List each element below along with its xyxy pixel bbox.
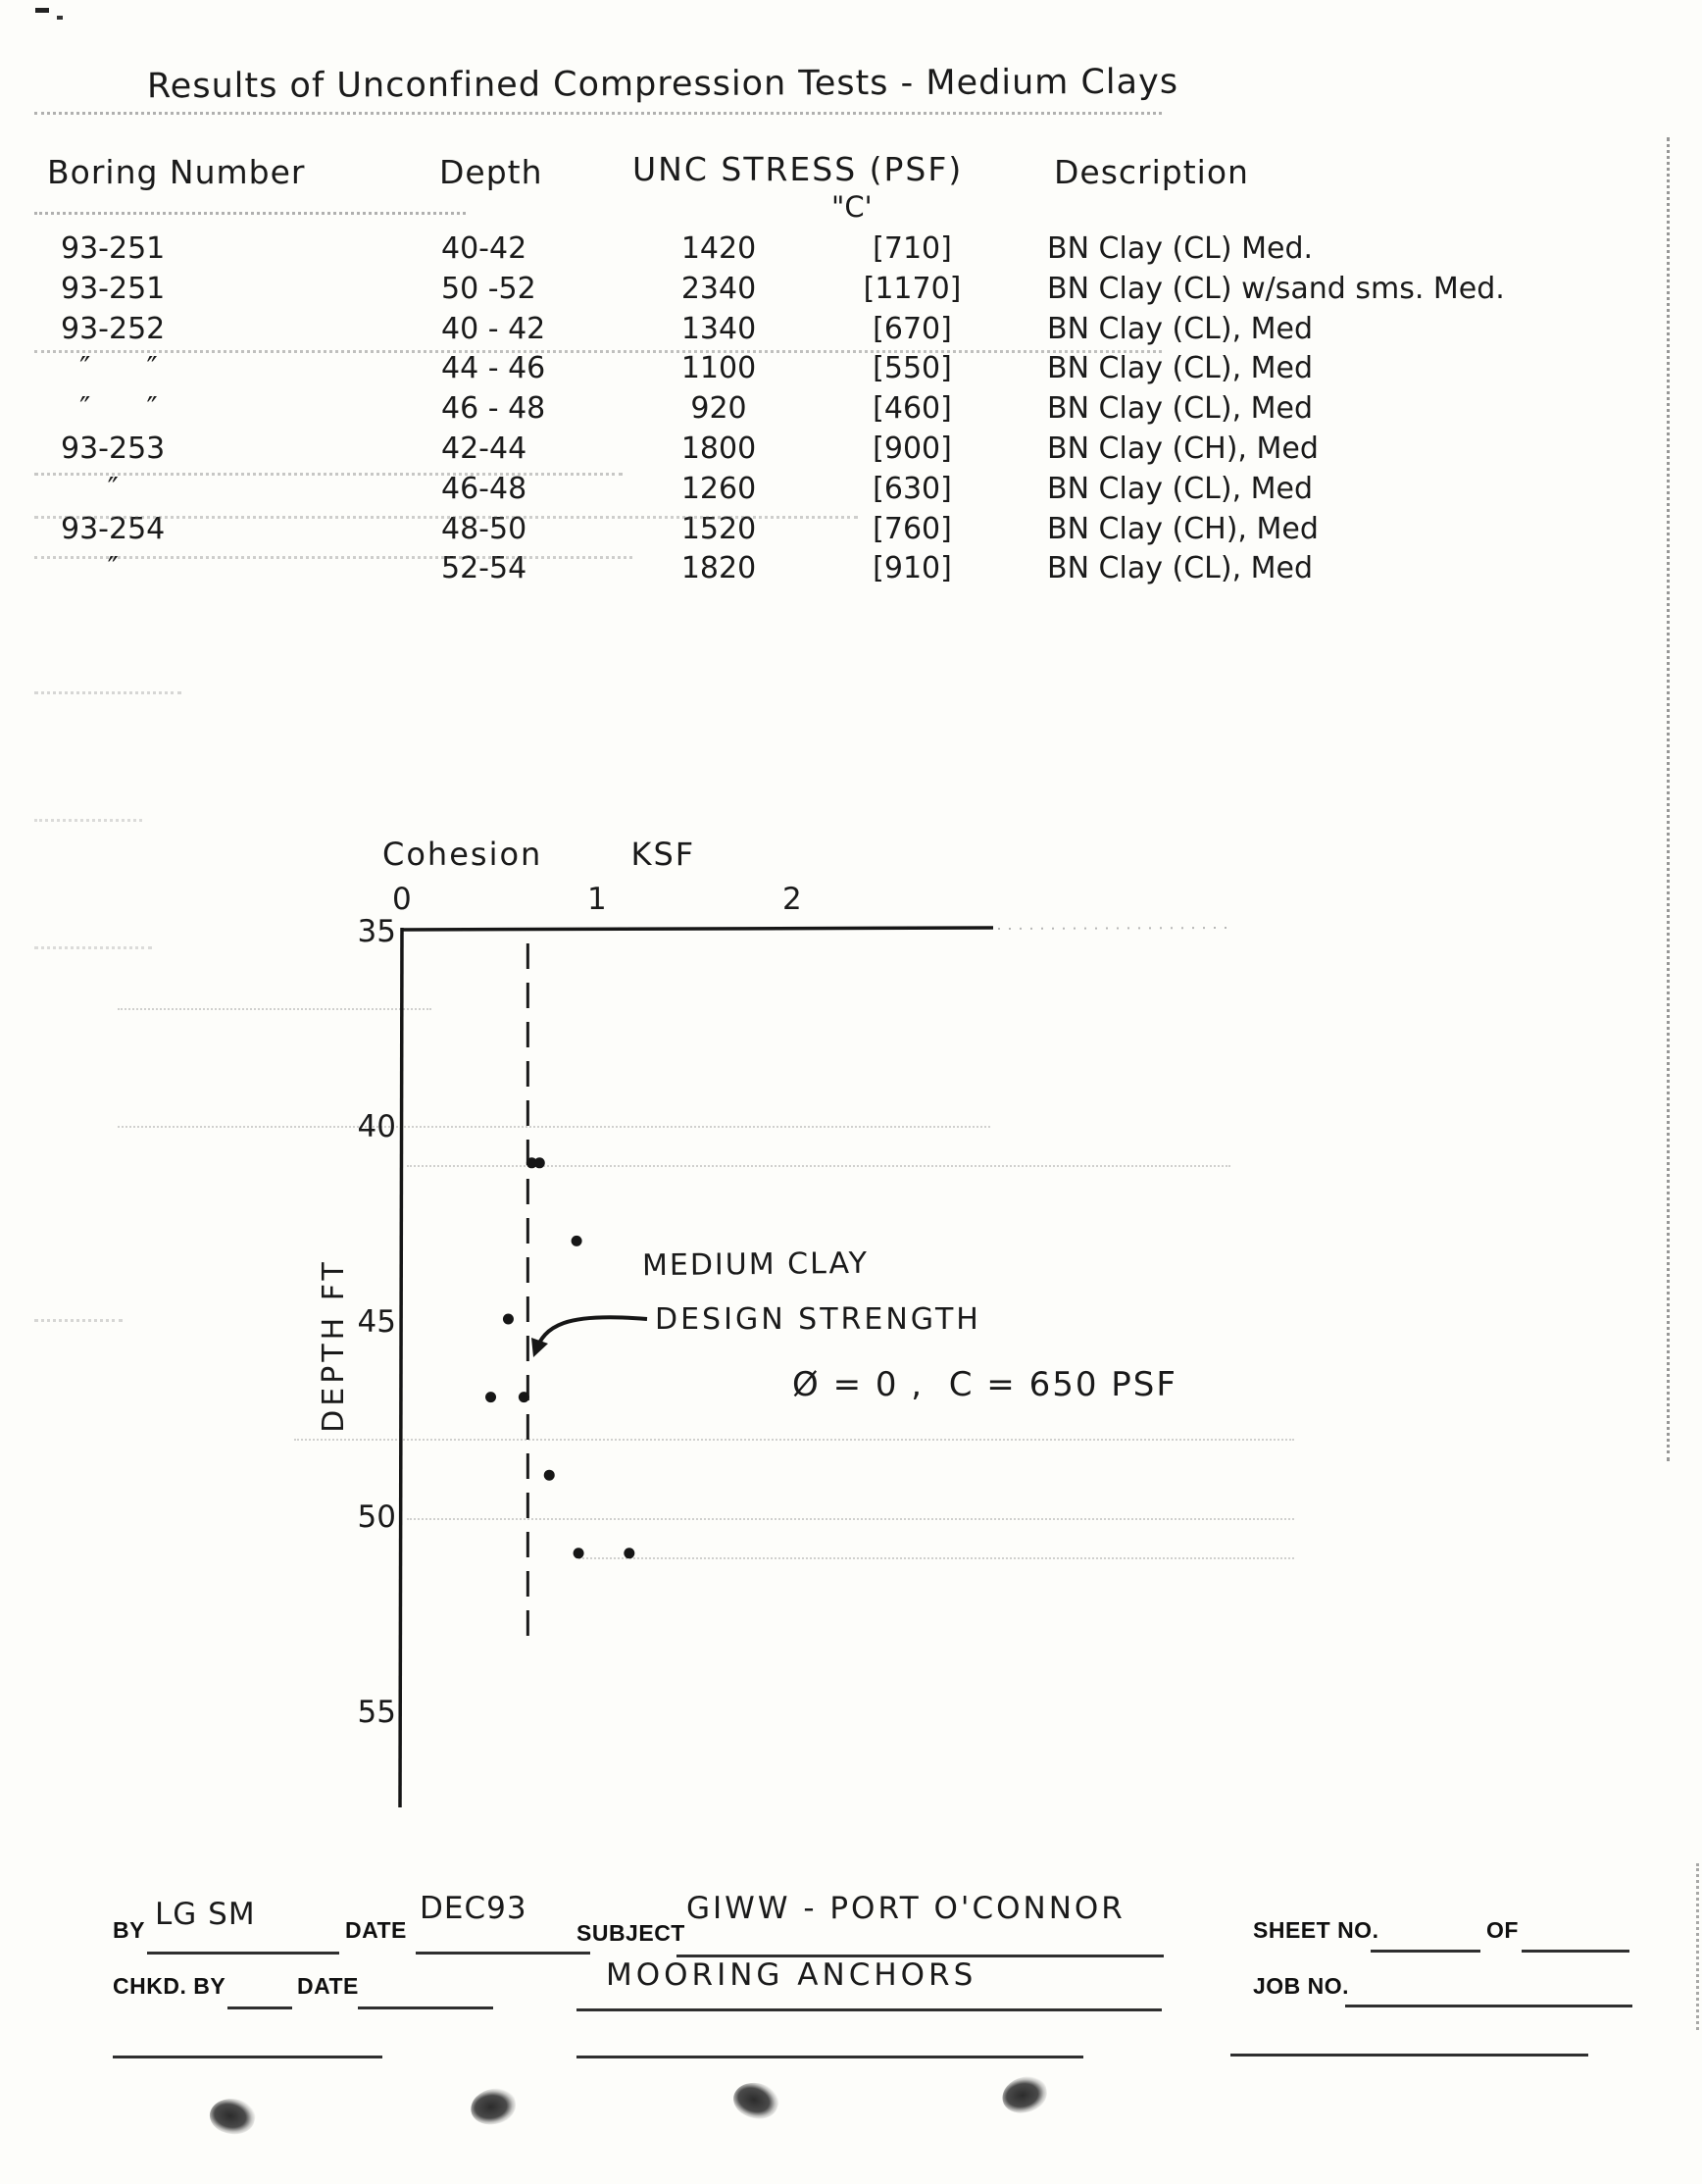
cell-c: [1170] (863, 271, 962, 306)
cell-c: [670] (873, 311, 952, 346)
cell-stress: 2340 (680, 271, 757, 306)
cell-description: BN Clay (CH), Med (1047, 511, 1319, 546)
of-label: OF (1486, 1917, 1519, 1943)
y-axis-label: DEPTH FT (317, 1258, 351, 1433)
cell-c: [630] (873, 471, 952, 506)
x-axis-faint-extension (998, 928, 1227, 929)
cell-description: BN Clay (CL) w/sand sms. Med. (1047, 271, 1505, 306)
gridline-artifact (294, 1439, 1294, 1441)
cell-stress: 1420 (680, 231, 757, 266)
cell-stress: 1820 (680, 551, 757, 586)
gridline-artifact (118, 1126, 990, 1128)
data-point (572, 1236, 582, 1246)
cell-stress: 1520 (680, 511, 757, 546)
cell-description: BN Clay (CL), Med (1047, 551, 1314, 586)
page-title: Results of Unconfined Compression Tests - Medium Clays (146, 62, 1179, 107)
cell-boring: 93-251 (61, 231, 166, 266)
table-row (0, 312, 1702, 351)
cell-depth: 52-54 (441, 551, 527, 586)
scan-artifact-line (34, 473, 623, 476)
chkd-by-line (227, 2006, 292, 2009)
x-axis (401, 928, 993, 930)
cell-description: BN Clay (CL), Med (1047, 391, 1314, 427)
of-line (1522, 1950, 1629, 1953)
cell-depth: 40 - 42 (441, 311, 546, 346)
chkd-by-label: CHKD. BY (113, 1973, 226, 1999)
y-tick-label: 40 (357, 1109, 396, 1144)
scan-artifact-line (34, 516, 858, 519)
cell-c: [760] (873, 511, 952, 546)
job-line (1345, 2005, 1632, 2007)
data-point (485, 1392, 496, 1402)
cell-boring: ″ (61, 471, 119, 506)
sheet-label: SHEET NO. (1253, 1917, 1379, 1943)
table-row (0, 351, 1702, 390)
cell-boring: 93-252 (61, 311, 166, 346)
design-arrowhead (531, 1338, 548, 1357)
data-point (544, 1470, 555, 1481)
table-row (0, 231, 1702, 271)
by-line (147, 1952, 339, 1955)
data-point (503, 1314, 514, 1325)
chart-title: Cohesion KSF (382, 836, 696, 873)
header-underline-artifact (34, 212, 466, 215)
scan-artifact-line (34, 556, 632, 559)
cell-description: BN Clay (CL) Med. (1047, 231, 1314, 266)
title-underline-artifact (34, 112, 1162, 115)
chart-design-params: Ø = 0 , C = 650 PSF (792, 1365, 1177, 1404)
cell-description: BN Clay (CL), Med (1047, 471, 1314, 506)
cell-c: [900] (873, 432, 952, 466)
cell-c: [710] (873, 231, 952, 266)
cell-description: BN Clay (CL), Med (1047, 351, 1314, 386)
scan-edge-artifact (1696, 1863, 1699, 2030)
scan-smudge (728, 2076, 783, 2125)
blank-rule (113, 2056, 382, 2058)
cell-stress: 1100 (680, 351, 757, 386)
cell-stress: 920 (690, 391, 747, 427)
y-axis (400, 928, 402, 1807)
scan-speck (35, 8, 49, 13)
table-row (0, 391, 1702, 431)
cell-stress: 1340 (680, 311, 757, 346)
subject-line2-rule (576, 2008, 1162, 2011)
job-label: JOB NO. (1253, 1973, 1350, 1999)
chart-zone-label: MEDIUM CLAY (641, 1245, 870, 1284)
col-header-stress-sub: "C' (831, 190, 873, 224)
scan-artifact-line (34, 819, 142, 822)
cell-boring: 93-251 (61, 271, 166, 306)
data-point (519, 1392, 529, 1402)
gridline-artifact (118, 1008, 431, 1010)
table-row (0, 272, 1702, 311)
scan-artifact-line (34, 1319, 123, 1322)
cell-description: BN Clay (CL), Med (1047, 311, 1314, 346)
scan-artifact-line (34, 946, 152, 949)
chkd-date-line (358, 2006, 493, 2009)
cell-depth: 40-42 (441, 231, 527, 266)
col-header-boring: Boring Number (47, 153, 306, 191)
x-tick-label: 1 (587, 882, 607, 917)
chart-design-label: DESIGN STRENGTH (655, 1302, 981, 1337)
scan-artifact-line (34, 691, 181, 694)
x-tick-label: 2 (782, 882, 802, 917)
cell-boring: ″ (61, 551, 119, 586)
cell-boring: 93-253 (61, 432, 166, 466)
scan-smudge (206, 2094, 258, 2139)
by-label: BY (113, 1917, 145, 1943)
scan-edge-artifact (1667, 137, 1670, 1461)
date-line (416, 1952, 590, 1955)
cell-boring: ″ ″ (61, 351, 158, 386)
scan-smudge (469, 2086, 519, 2127)
subject-value-line1: GIWW - PORT O'CONNOR (686, 1891, 1126, 1926)
cell-c: [460] (873, 391, 952, 427)
y-tick-label: 45 (357, 1304, 396, 1340)
col-header-description: Description (1054, 153, 1249, 191)
cell-depth: 44 - 46 (441, 351, 546, 386)
gridline-artifact (407, 1165, 1230, 1167)
subject-value-line2: MOORING ANCHORS (606, 1957, 977, 1993)
y-tick-label: 35 (357, 914, 396, 949)
date-value: DEC93 (420, 1891, 527, 1926)
cell-depth: 46 - 48 (441, 391, 546, 427)
design-arrow (535, 1317, 647, 1351)
cell-depth: 42-44 (441, 432, 527, 466)
col-header-depth: Depth (439, 153, 543, 191)
cell-depth: 48-50 (441, 511, 527, 546)
cell-c: [550] (873, 351, 952, 386)
col-header-stress: UNC STRESS (PSF) (632, 150, 964, 188)
blank-rule (1230, 2054, 1588, 2057)
scan-artifact-line (34, 350, 1162, 353)
gridline-artifact (407, 1518, 1294, 1520)
cell-depth: 50 -52 (441, 271, 536, 306)
y-tick-label: 55 (357, 1695, 396, 1730)
date-label: DATE (345, 1917, 407, 1943)
cell-boring: ″ ″ (61, 391, 158, 427)
gridline-artifact (578, 1557, 1294, 1559)
x-tick-label: 0 (392, 882, 412, 917)
table-row (0, 472, 1702, 511)
cell-depth: 46-48 (441, 471, 527, 506)
chkd-date-label: DATE (297, 1973, 359, 1999)
subject-label: SUBJECT (576, 1920, 685, 1946)
cell-stress: 1260 (680, 471, 757, 506)
scan-speck (57, 16, 63, 20)
by-value: LG SM (155, 1897, 256, 1932)
cell-c: [910] (873, 551, 952, 586)
sheet-line (1371, 1950, 1480, 1953)
y-tick-label: 50 (357, 1499, 396, 1535)
table-row (0, 432, 1702, 471)
scan-smudge (999, 2073, 1050, 2117)
cell-description: BN Clay (CH), Med (1047, 432, 1319, 466)
cell-stress: 1800 (680, 432, 757, 466)
cell-boring: 93-254 (61, 511, 166, 546)
blank-rule (576, 2056, 1083, 2058)
